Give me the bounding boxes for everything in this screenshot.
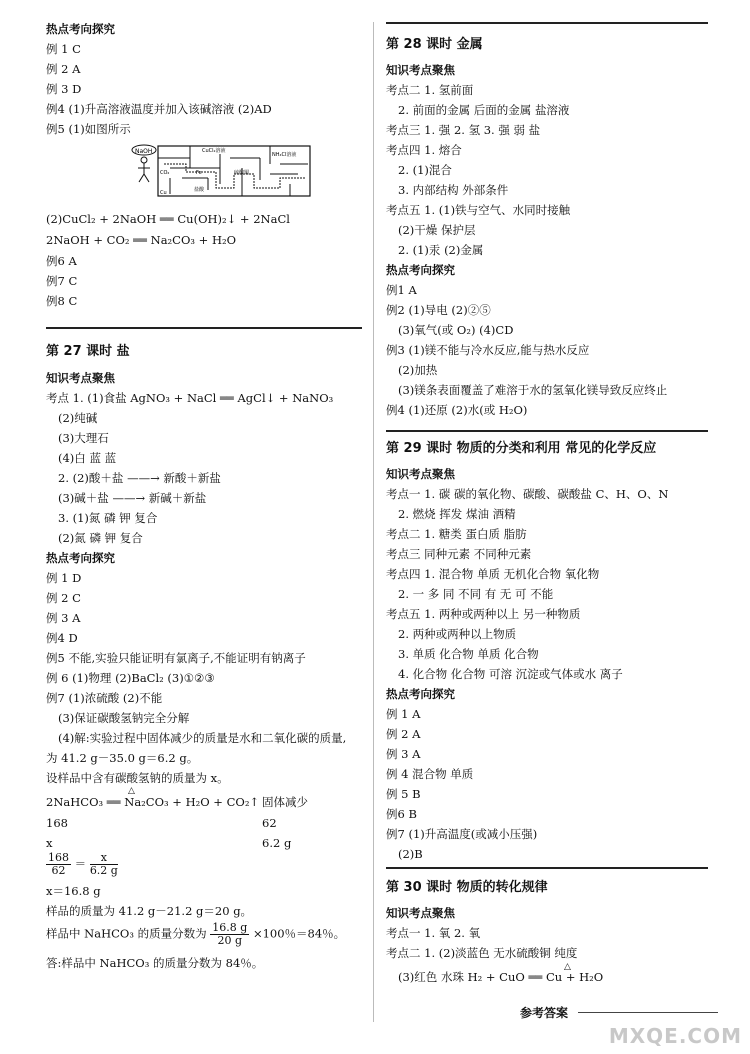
section-rule (386, 867, 708, 869)
equation-line: (3)红色 水珠 H₂ + CuO ══ Cu + H₂O (398, 970, 604, 984)
answer-line: 4. 化合物 化合物 可溶 沉淀或气体或水 离子 (398, 667, 623, 681)
answer-line: (4)解:实验过程中固体减少的质量是水和二氧化碳的质量, (58, 731, 347, 745)
equation-line: (2)CuCl₂ + 2NaOH ══ Cu(OH)₂↓ + 2NaCl (46, 212, 290, 226)
answer-line: 考点四 1. 熔合 (386, 143, 462, 157)
answer-line: 例6 A (46, 254, 77, 268)
frac-numerator: 168 (48, 851, 69, 864)
answer-line: 考点五 1. 两种或两种以上 另一种物质 (386, 607, 581, 621)
answer-line: (4)白 蓝 蓝 (58, 451, 117, 465)
answer-line: 例 1 A (386, 707, 421, 721)
answer-line: 例8 C (46, 294, 78, 308)
section-heading: 热点考向探究 (386, 263, 455, 277)
answer-line: 例5 (1)如图所示 (46, 122, 131, 136)
section-heading: 知识考点聚焦 (386, 906, 455, 920)
answer-line: 考点四 1. 混合物 单质 无机化合物 氧化物 (386, 567, 600, 581)
answer-line: (2)纯碱 (58, 411, 98, 425)
answer-line: 例 3 D (46, 82, 82, 96)
maze-label-co2: CO₂ (160, 170, 170, 176)
answer-line: 2. (1)汞 (2)金属 (398, 243, 484, 257)
watermark-logo: MXQE.COM (608, 1024, 742, 1048)
maze-diagram (130, 144, 315, 202)
equation-value: 168 (46, 816, 68, 830)
maze-label-naoh: NaOH (135, 148, 153, 155)
answer-line: 考点 1. (1)食盐 AgNO₃ + NaCl ══ AgCl↓ + NaNO₃ (46, 391, 334, 405)
answer-line: (3)大理石 (58, 431, 109, 445)
answer-line: 例4 (1)还原 (2)水(或 H₂O) (386, 403, 528, 417)
equals-sign: ＝ (74, 856, 87, 871)
answer-line: 2. (1)混合 (398, 163, 452, 177)
answer-line: 3. (1)氮 磷 钾 复合 (58, 511, 158, 525)
answer-line: 例 3 A (46, 611, 81, 625)
answer-line: 考点二 1. 氢前面 (386, 83, 474, 97)
answer-line: 2. 两种或两种以上物质 (398, 627, 517, 641)
answer-line: 例7 (1)浓硫酸 (2)不能 (46, 691, 163, 705)
answer-line: 设样品中含有碳酸氢钠的质量为 x。 (46, 771, 229, 785)
maze-label-cucl2: CuCl₂溶液 (202, 148, 226, 154)
answer-line: 考点一 1. 氧 2. 氧 (386, 926, 481, 940)
answer-line: 3. 单质 化合物 单质 化合物 (398, 647, 539, 661)
section-heading: 知识考点聚焦 (386, 467, 455, 481)
answer-line: (2)氮 磷 钾 复合 (58, 531, 143, 545)
lesson-title: 第 30 课时 物质的转化规律 (386, 880, 548, 895)
answer-line: 例6 B (386, 807, 417, 821)
answer-line: (3)氧气(或 O₂) (4)CD (398, 323, 514, 337)
answer-line: (2)加热 (398, 363, 438, 377)
answer-line: 例 2 C (46, 591, 81, 605)
answer-line: (2)干燥 保护层 (398, 223, 476, 237)
answer-line: 例4 D (46, 631, 78, 645)
answer-line: 例 3 A (386, 747, 421, 761)
answer-line: 考点一 1. 碳 碳的氧化物、碳酸、碳酸盐 C、H、O、N (386, 487, 669, 501)
lesson-title: 第 27 课时 盐 (46, 344, 130, 359)
section-rule (46, 327, 362, 329)
answer-line: 2. (2)酸＋盐 ——→ 新酸＋新盐 (58, 471, 221, 485)
answer-line: 例 1 C (46, 42, 81, 56)
answer-line: (3)镁条表面覆盖了难溶于水的氢氧化镁导致反应终止 (398, 383, 668, 397)
footer-label: 参考答案 (520, 1006, 569, 1020)
percent-text: 样品中 NaHCO₃ 的质量分数为 (46, 926, 207, 941)
answer-line: 例7 C (46, 274, 78, 288)
answer-line: 考点五 1. (1)铁与空气、水同时接触 (386, 203, 571, 217)
equation-value: x (46, 836, 53, 850)
equation-note: 固体减少 (262, 795, 308, 809)
frac-numerator: 16.8 g (212, 921, 248, 934)
answer-line: 为 41.2 g－35.0 g＝6.2 g。 (46, 751, 199, 765)
answer-line: 2. 一 多 同 不同 有 无 可 不能 (398, 587, 554, 601)
answer-line: 例4 (1)升高溶液温度并加入该碱溶液 (2)AD (46, 102, 272, 116)
answer-line: 例3 (1)镁不能与冷水反应,能与热水反应 (386, 343, 590, 357)
answer-line: 例7 (1)升高温度(或减小压强) (386, 827, 538, 841)
answer-line: 2. 前面的金属 后面的金属 盐溶液 (398, 103, 570, 117)
section-rule (386, 430, 708, 432)
answer-line: 例 1 D (46, 571, 82, 585)
answer-line: 例 2 A (386, 727, 421, 741)
frac-denominator: 20 g (217, 934, 243, 947)
percent-result: ×100％＝84％。 (252, 926, 346, 941)
frac-numerator: x (90, 852, 118, 865)
lesson-title: 第 29 课时 物质的分类和利用 常见的化学反应 (386, 441, 657, 456)
answer-line: 例5 不能,实验只能证明有氯离子,不能证明有钠离子 (46, 651, 306, 665)
frac-denominator: 62 (51, 864, 66, 877)
answer-line: 考点三 同种元素 不同种元素 (386, 547, 532, 561)
equation-value: 62 (262, 816, 277, 830)
proportion-line (46, 852, 118, 877)
answer-line: (3)碱＋盐 ——→ 新碱＋新盐 (58, 491, 207, 505)
maze-label-cu: Cu (160, 190, 167, 196)
answer-line: 例 2 A (46, 62, 81, 76)
section-heading: 知识考点聚焦 (386, 63, 455, 77)
answer-line: 考点二 1. (2)淡蓝色 无水硫酸铜 纯度 (386, 946, 578, 960)
column-divider (373, 22, 374, 1022)
answer-line: 3. 内部结构 外部条件 (398, 183, 509, 197)
maze-label-nh4cl: NH₄Cl溶液 (272, 152, 297, 158)
answer-line: (3)保证碳酸氢钠完全分解 (58, 711, 190, 725)
footer-rule (578, 1012, 718, 1013)
heat-symbol: △ (128, 786, 135, 796)
answer-line: 答:样品中 NaHCO₃ 的质量分数为 84％。 (46, 956, 264, 970)
section-heading: 热点考向探究 (46, 22, 115, 36)
answer-line: 考点三 1. 强 2. 氢 3. 强 弱 盐 (386, 123, 541, 137)
lesson-title: 第 28 课时 金属 (386, 37, 483, 52)
equation-line: 2NaOH + CO₂ ══ Na₂CO₃ + H₂O (46, 233, 237, 247)
answer-line: (2)B (398, 847, 423, 861)
maze-label-cuso4: 硫酸铜 (234, 170, 250, 176)
maze-label-fe: Fe (196, 170, 202, 176)
equation-line: 2NaHCO₃ ══ Na₂CO₃ + H₂O + CO₂↑ (46, 795, 260, 809)
section-rule (386, 22, 708, 24)
answer-line: 样品的质量为 41.2 g－21.2 g＝20 g。 (46, 904, 253, 918)
frac-denominator: 6.2 g (89, 864, 118, 877)
answer-line: 例 6 (1)物理 (2)BaCl₂ (3)①②③ (46, 671, 215, 685)
answer-line: 2. 燃烧 挥发 煤油 酒精 (398, 507, 516, 521)
section-heading: 热点考向探究 (46, 551, 115, 565)
percent-line (46, 922, 345, 947)
answer-line: 考点二 1. 糖类 蛋白质 脂肪 (386, 527, 527, 541)
answer-line: 例2 (1)导电 (2)②⑤ (386, 303, 491, 317)
answer-line: 例 5 B (386, 787, 421, 801)
section-heading: 热点考向探究 (386, 687, 455, 701)
equation-value: 6.2 g (262, 836, 292, 850)
answer-line: 例1 A (386, 283, 417, 297)
maze-label-hcl: 盐酸 (194, 187, 205, 193)
answer-line: 例 4 混合物 单质 (386, 767, 474, 781)
section-heading: 知识考点聚焦 (46, 371, 115, 385)
answer-line: x＝16.8 g (46, 884, 101, 898)
heat-symbol: △ (564, 962, 571, 972)
